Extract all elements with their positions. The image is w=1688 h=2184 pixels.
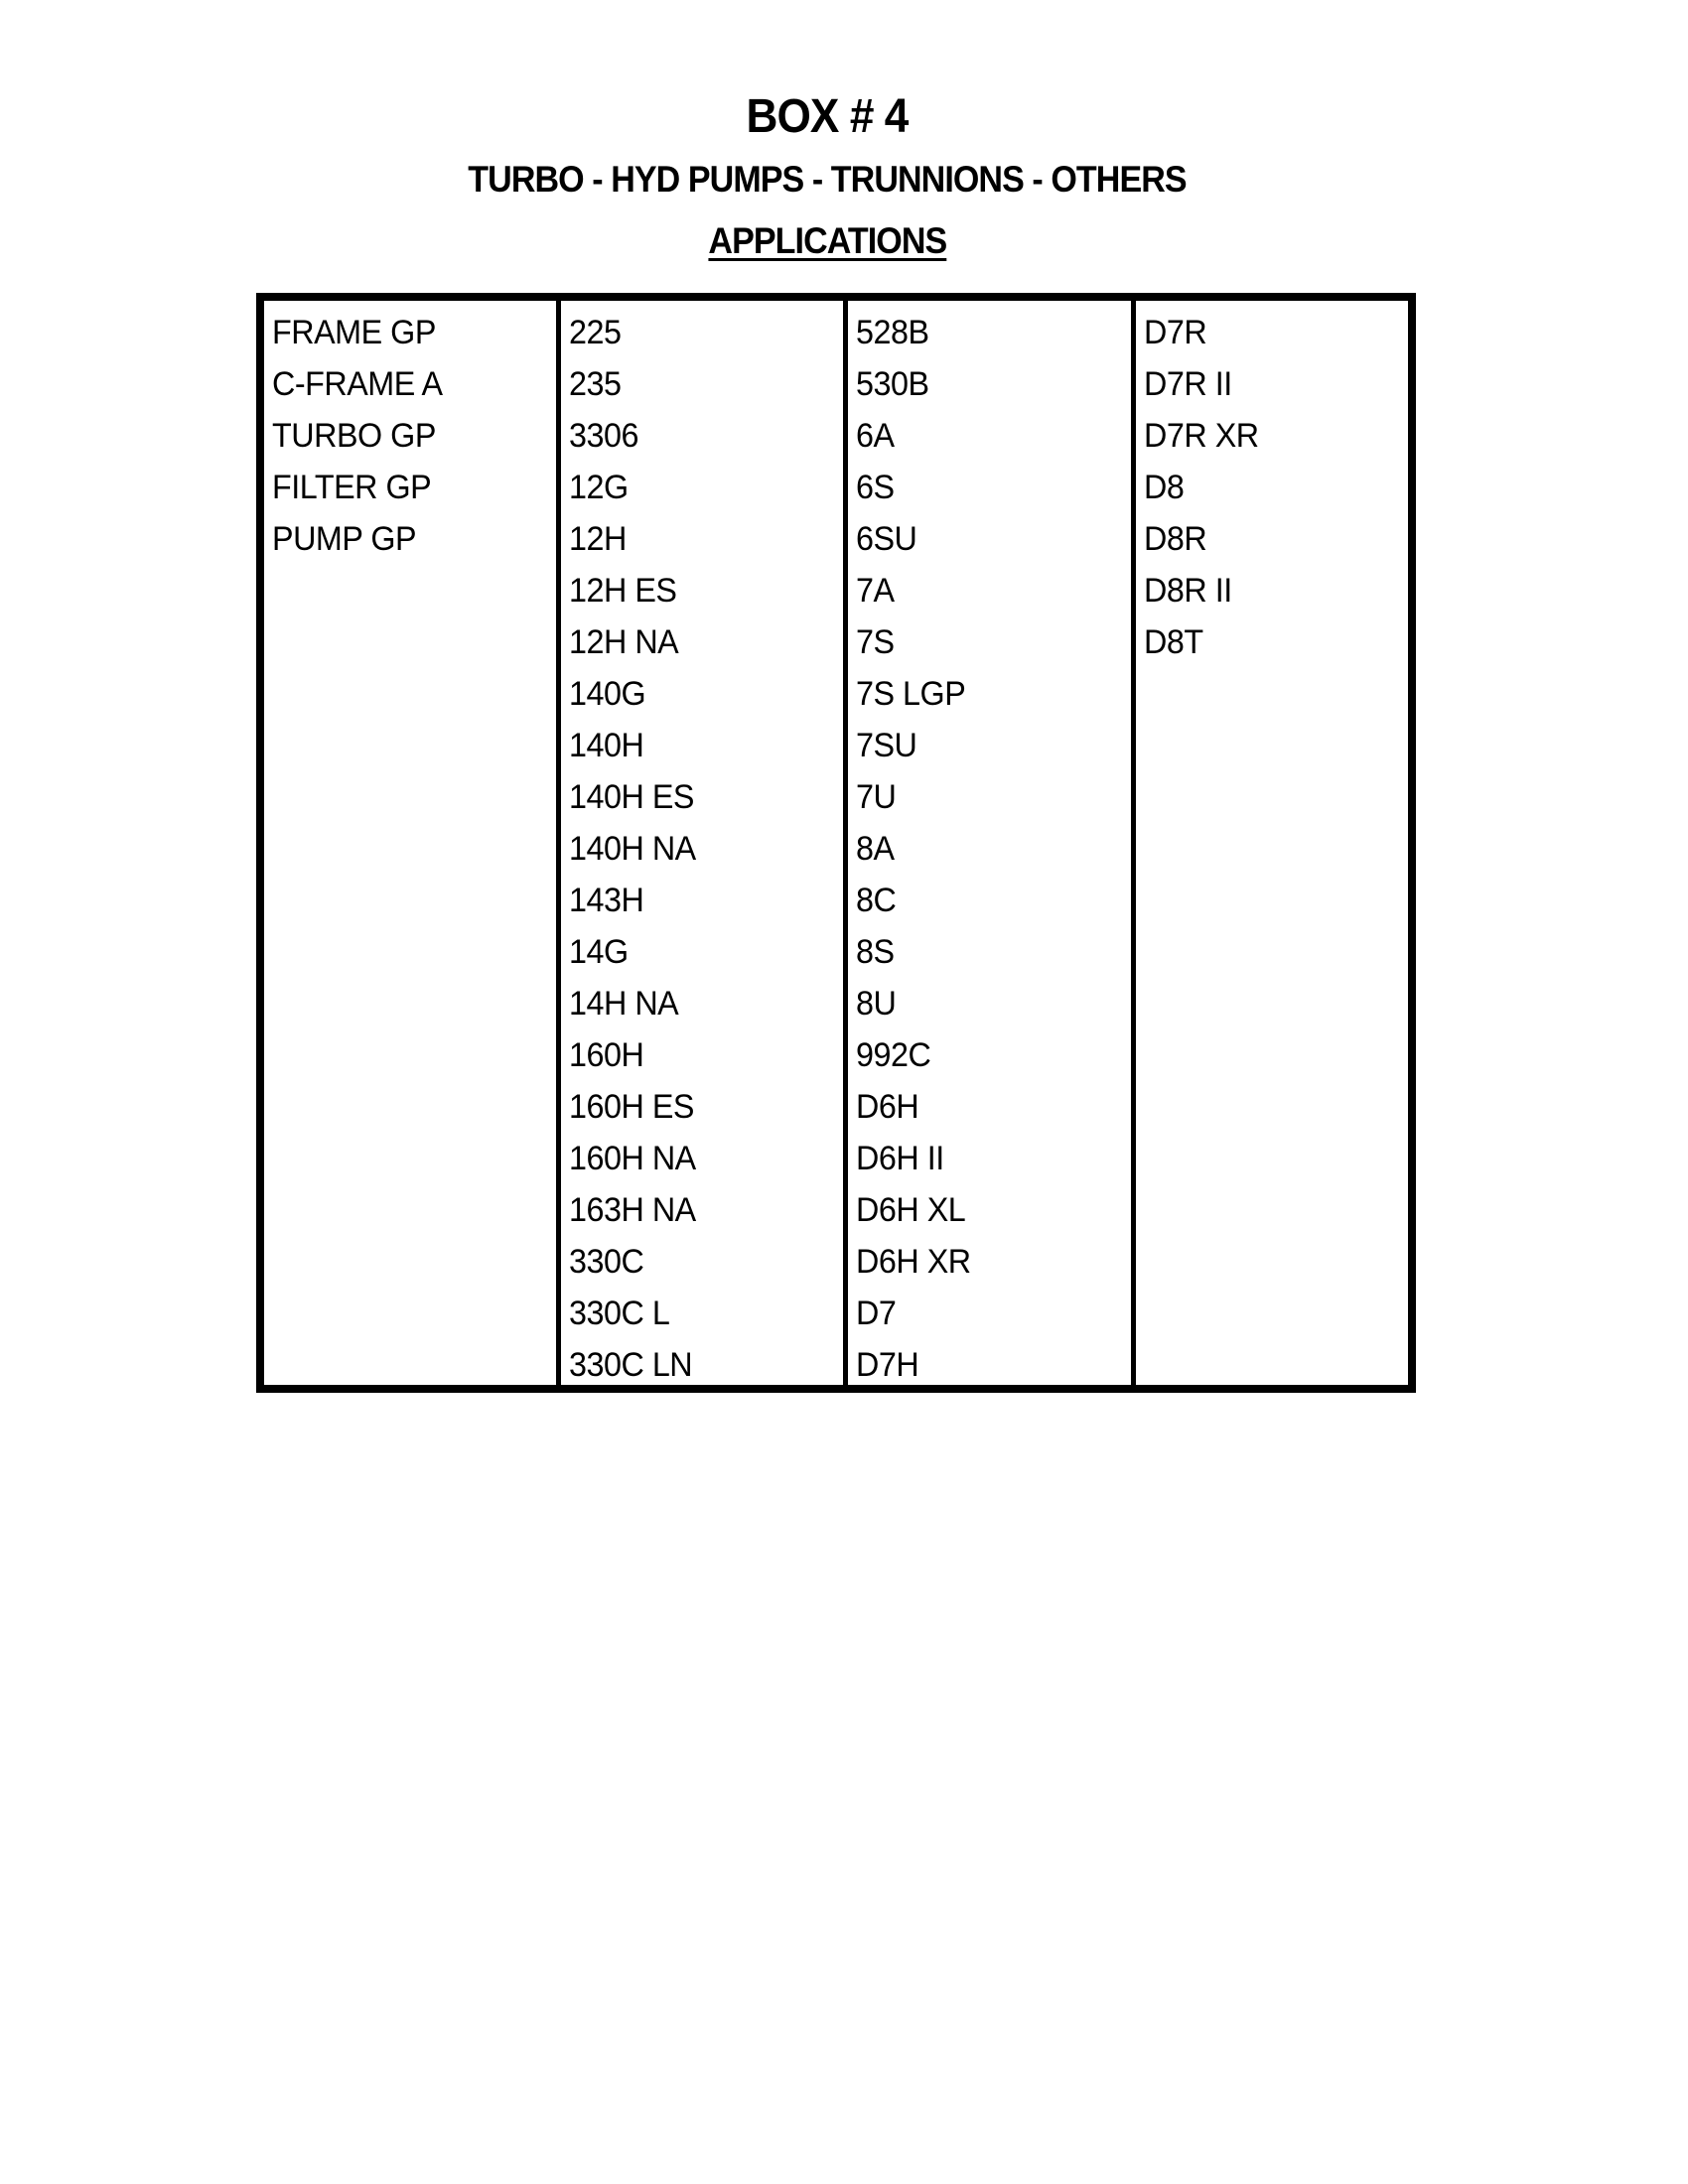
table-cell: C-FRAME A	[272, 365, 443, 403]
table-cell: 7S LGP	[855, 675, 966, 713]
header-block	[256, 91, 1398, 262]
table-cell: D7R	[1144, 314, 1207, 351]
section-heading-applications: APPLICATIONS	[708, 220, 946, 262]
table-cell: 12H NA	[568, 623, 679, 661]
table-cell: 140H	[568, 727, 644, 764]
table-cell: 330C LN	[568, 1346, 692, 1384]
table-cell: 6S	[855, 469, 895, 506]
table-cell: 330C	[568, 1243, 644, 1281]
table-cell: 8U	[855, 985, 897, 1023]
table-cell: D7	[855, 1295, 897, 1332]
table-cell: 160H	[568, 1036, 644, 1074]
table-column-2	[556, 301, 843, 1385]
applications-table	[256, 293, 1416, 1393]
table-column-3	[843, 301, 1131, 1385]
table-cell: 3306	[568, 417, 638, 455]
table-cell: D6H	[855, 1088, 919, 1126]
table-cell: D8R	[1144, 520, 1207, 558]
table-column-1	[264, 301, 556, 1385]
table-cell: D6H XL	[855, 1191, 966, 1229]
table-cell: 14H NA	[568, 985, 679, 1023]
table-cell: 160H ES	[568, 1088, 694, 1126]
table-cell: 330C L	[568, 1295, 670, 1332]
table-cell: 160H NA	[568, 1140, 696, 1177]
table-cell: 143H	[568, 882, 644, 919]
table-cell: 6A	[855, 417, 895, 455]
page-title: BOX # 4	[746, 90, 909, 143]
table-cell: D7R II	[1144, 365, 1232, 403]
table-cell: FILTER GP	[272, 469, 432, 506]
table-cell: 235	[568, 365, 622, 403]
table-cell: 528B	[855, 314, 929, 351]
table-cell: 7SU	[855, 727, 917, 764]
table-cell: D8R II	[1144, 572, 1232, 610]
table-cell: 140G	[568, 675, 645, 713]
table-cell: 12H	[568, 520, 627, 558]
table-cell: 7S	[855, 623, 895, 661]
table-cell: 7A	[855, 572, 895, 610]
table-cell: FRAME GP	[272, 314, 436, 351]
table-cell: D8T	[1144, 623, 1203, 661]
table-cell: 225	[568, 314, 622, 351]
table-cell: 6SU	[855, 520, 917, 558]
table-cell: 12H ES	[568, 572, 677, 610]
table-cell: D7R XR	[1144, 417, 1259, 455]
table-cell: 140H NA	[568, 830, 696, 868]
table-cell: TURBO GP	[272, 417, 436, 455]
table-cell: 140H ES	[568, 778, 694, 816]
table-column-4	[1131, 301, 1408, 1385]
table-cell: 530B	[855, 365, 929, 403]
table-cell: 8S	[855, 933, 895, 971]
table-cell: 14G	[568, 933, 629, 971]
table-cell: 7U	[855, 778, 897, 816]
table-cell: D6H II	[855, 1140, 944, 1177]
table-cell: D8	[1144, 469, 1185, 506]
page-subtitle: TURBO - HYD PUMPS - TRUNNIONS - OTHERS	[468, 158, 1187, 200]
table-cell: D6H XR	[855, 1243, 971, 1281]
table-cell: PUMP GP	[272, 520, 417, 558]
table-cell: 8A	[855, 830, 895, 868]
table-cell: 163H NA	[568, 1191, 696, 1229]
table-cell: 12G	[568, 469, 629, 506]
table-cell: 992C	[855, 1036, 931, 1074]
table-cell: 8C	[855, 882, 897, 919]
table-cell: D7H	[855, 1346, 919, 1384]
